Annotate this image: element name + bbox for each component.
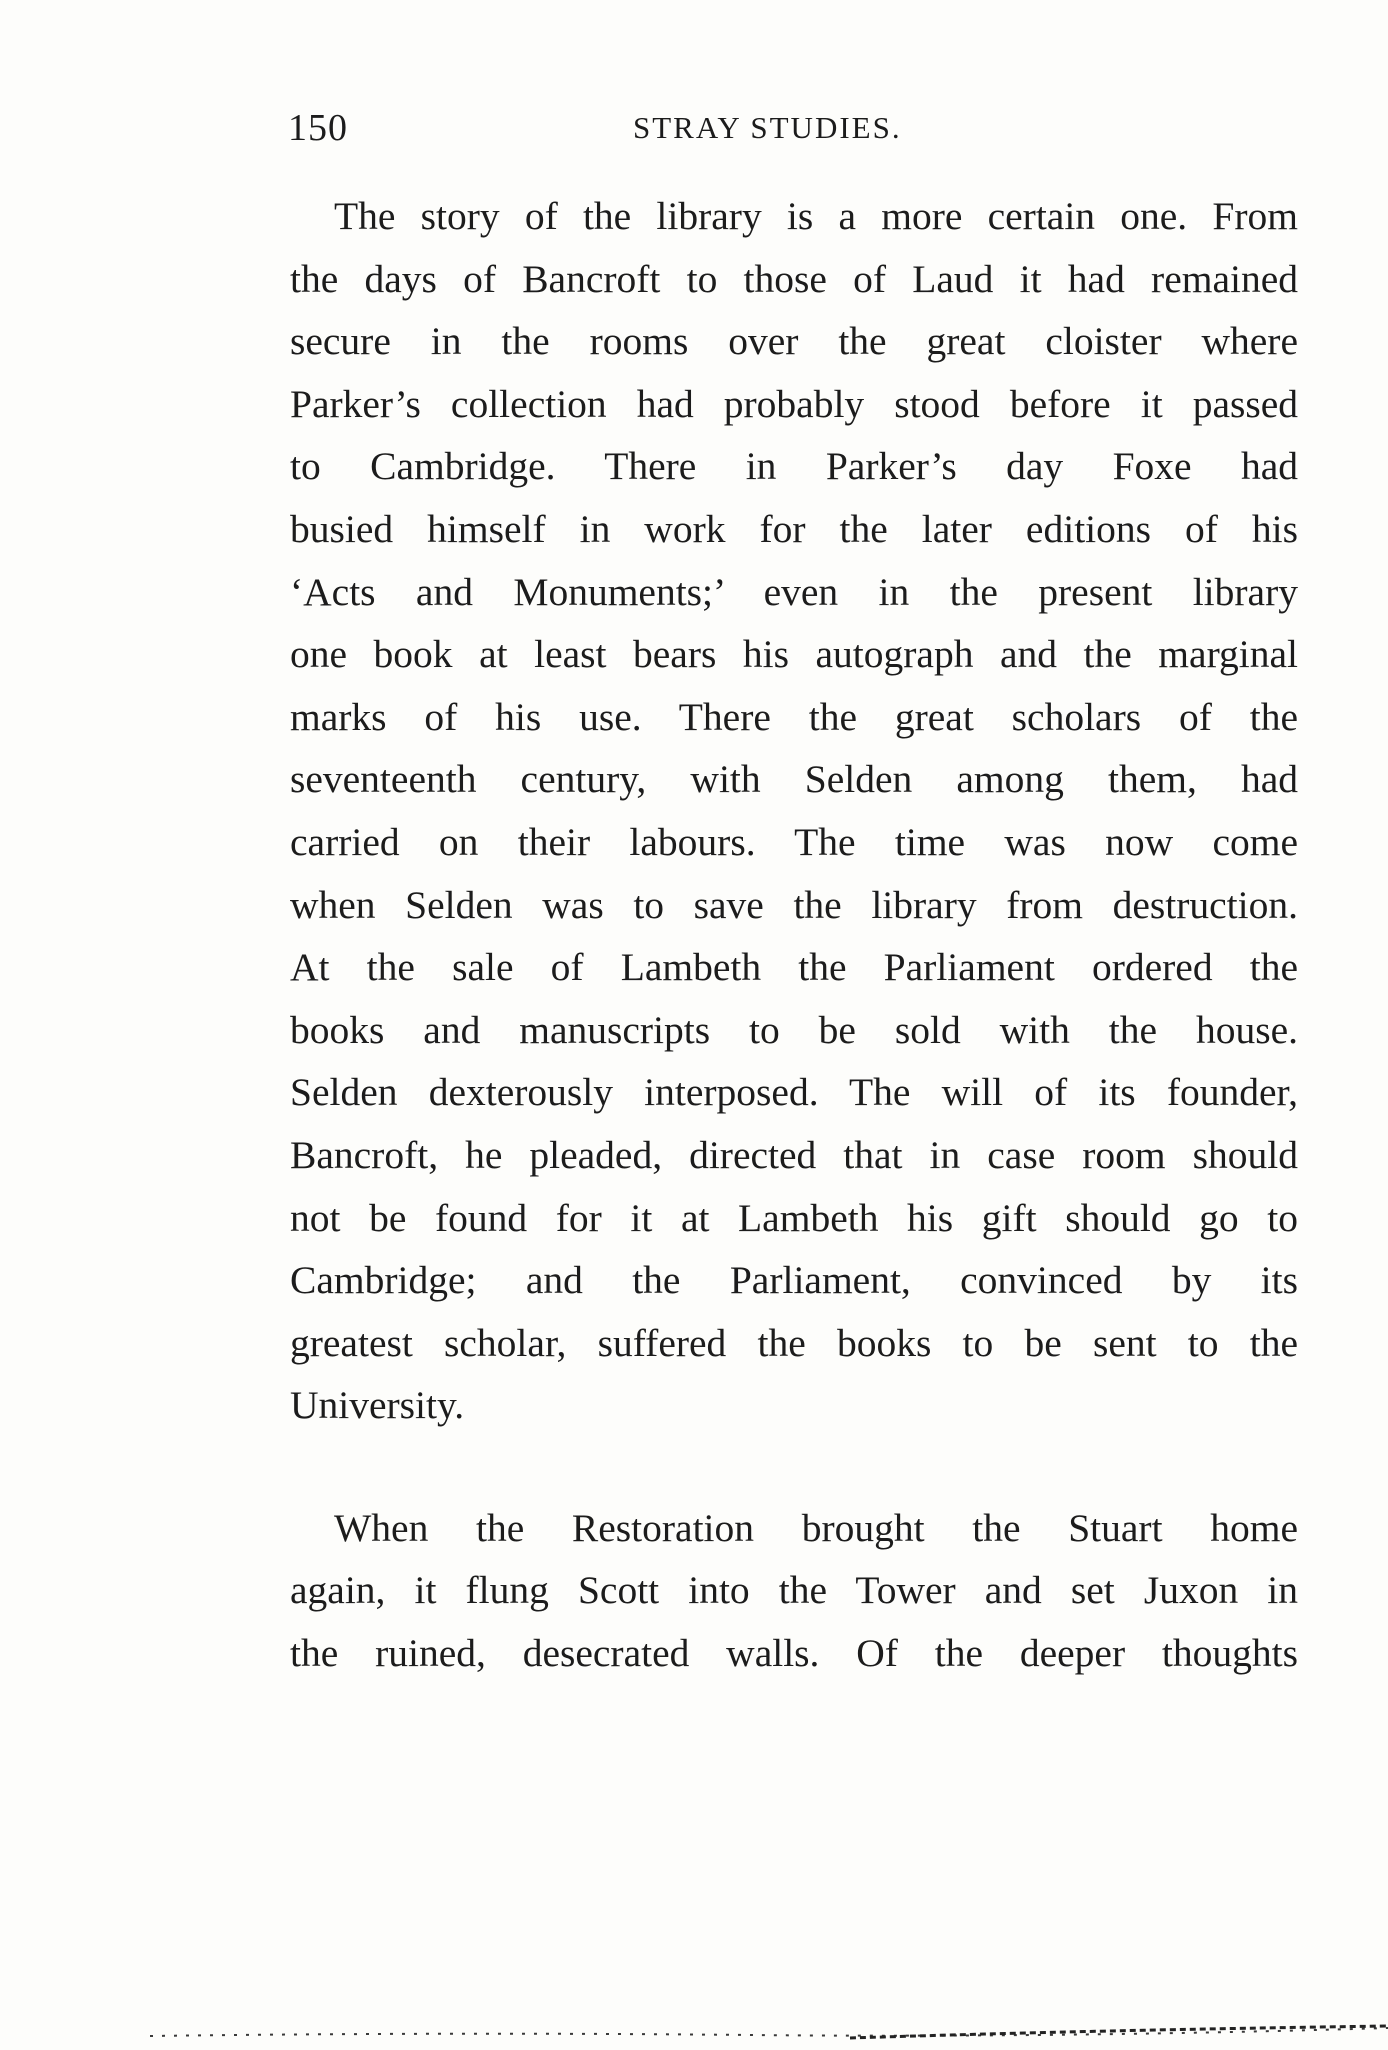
running-title: STRAY STUDIES.: [633, 110, 902, 145]
text-line: The story of the library is a more certain one. From: [334, 194, 1298, 238]
text-line: marks of his use. There the great scholars of the: [290, 694, 1298, 739]
text-line: Selden dexterously interposed. The will of its founder,: [290, 1070, 1298, 1115]
text-line: secure in the rooms over the great cloister where: [290, 319, 1298, 364]
paragraph-2: [290, 1497, 1298, 1685]
text-line: busied himself in work for the later editions of his: [290, 506, 1298, 551]
text-line: Cambridge; and the Parliament, convinced by its: [290, 1258, 1298, 1303]
text-line: not be found for it at Lambeth his gift should go to: [290, 1195, 1298, 1240]
page-edge-scan-noise: [150, 2018, 1388, 2044]
text-line: the ruined, desecrated walls. Of the deeper thoughts: [290, 1631, 1298, 1676]
text-line: ‘Acts and Monuments;’ even in the present library: [290, 569, 1298, 614]
paragraph-gap: [290, 1437, 1298, 1497]
text-line: again, it flung Scott into the Tower and set Juxon in: [290, 1568, 1298, 1613]
text-line: University.: [290, 1383, 465, 1428]
body-text: [290, 185, 1298, 1685]
text-line: At the sale of Lambeth the Parliament ordered the: [290, 945, 1298, 990]
text-line: greatest scholar, suffered the books to be sent to the: [290, 1320, 1298, 1365]
text-line: to Cambridge. There in Parker’s day Foxe had: [290, 444, 1298, 489]
paragraph-1: [290, 185, 1298, 1437]
text-line: Bancroft, he pleaded, directed that in case room should: [290, 1132, 1298, 1177]
running-head: [288, 106, 1298, 156]
text-line: the days of Bancroft to those of Laud it had remained: [290, 256, 1298, 301]
text-line: When the Restoration brought the Stuart home: [334, 1505, 1298, 1550]
text-line: one book at least bears his autograph and the marginal: [290, 632, 1298, 677]
text-line: Parker’s collection had probably stood before it passed: [290, 381, 1298, 426]
text-line: seventeenth century, with Selden among them, had: [290, 757, 1298, 802]
text-line: when Selden was to save the library from destruction.: [290, 882, 1298, 927]
text-line: books and manuscripts to be sold with the house.: [290, 1007, 1298, 1052]
text-line: carried on their labours. The time was now come: [290, 819, 1298, 864]
page-number: 150: [288, 107, 348, 149]
